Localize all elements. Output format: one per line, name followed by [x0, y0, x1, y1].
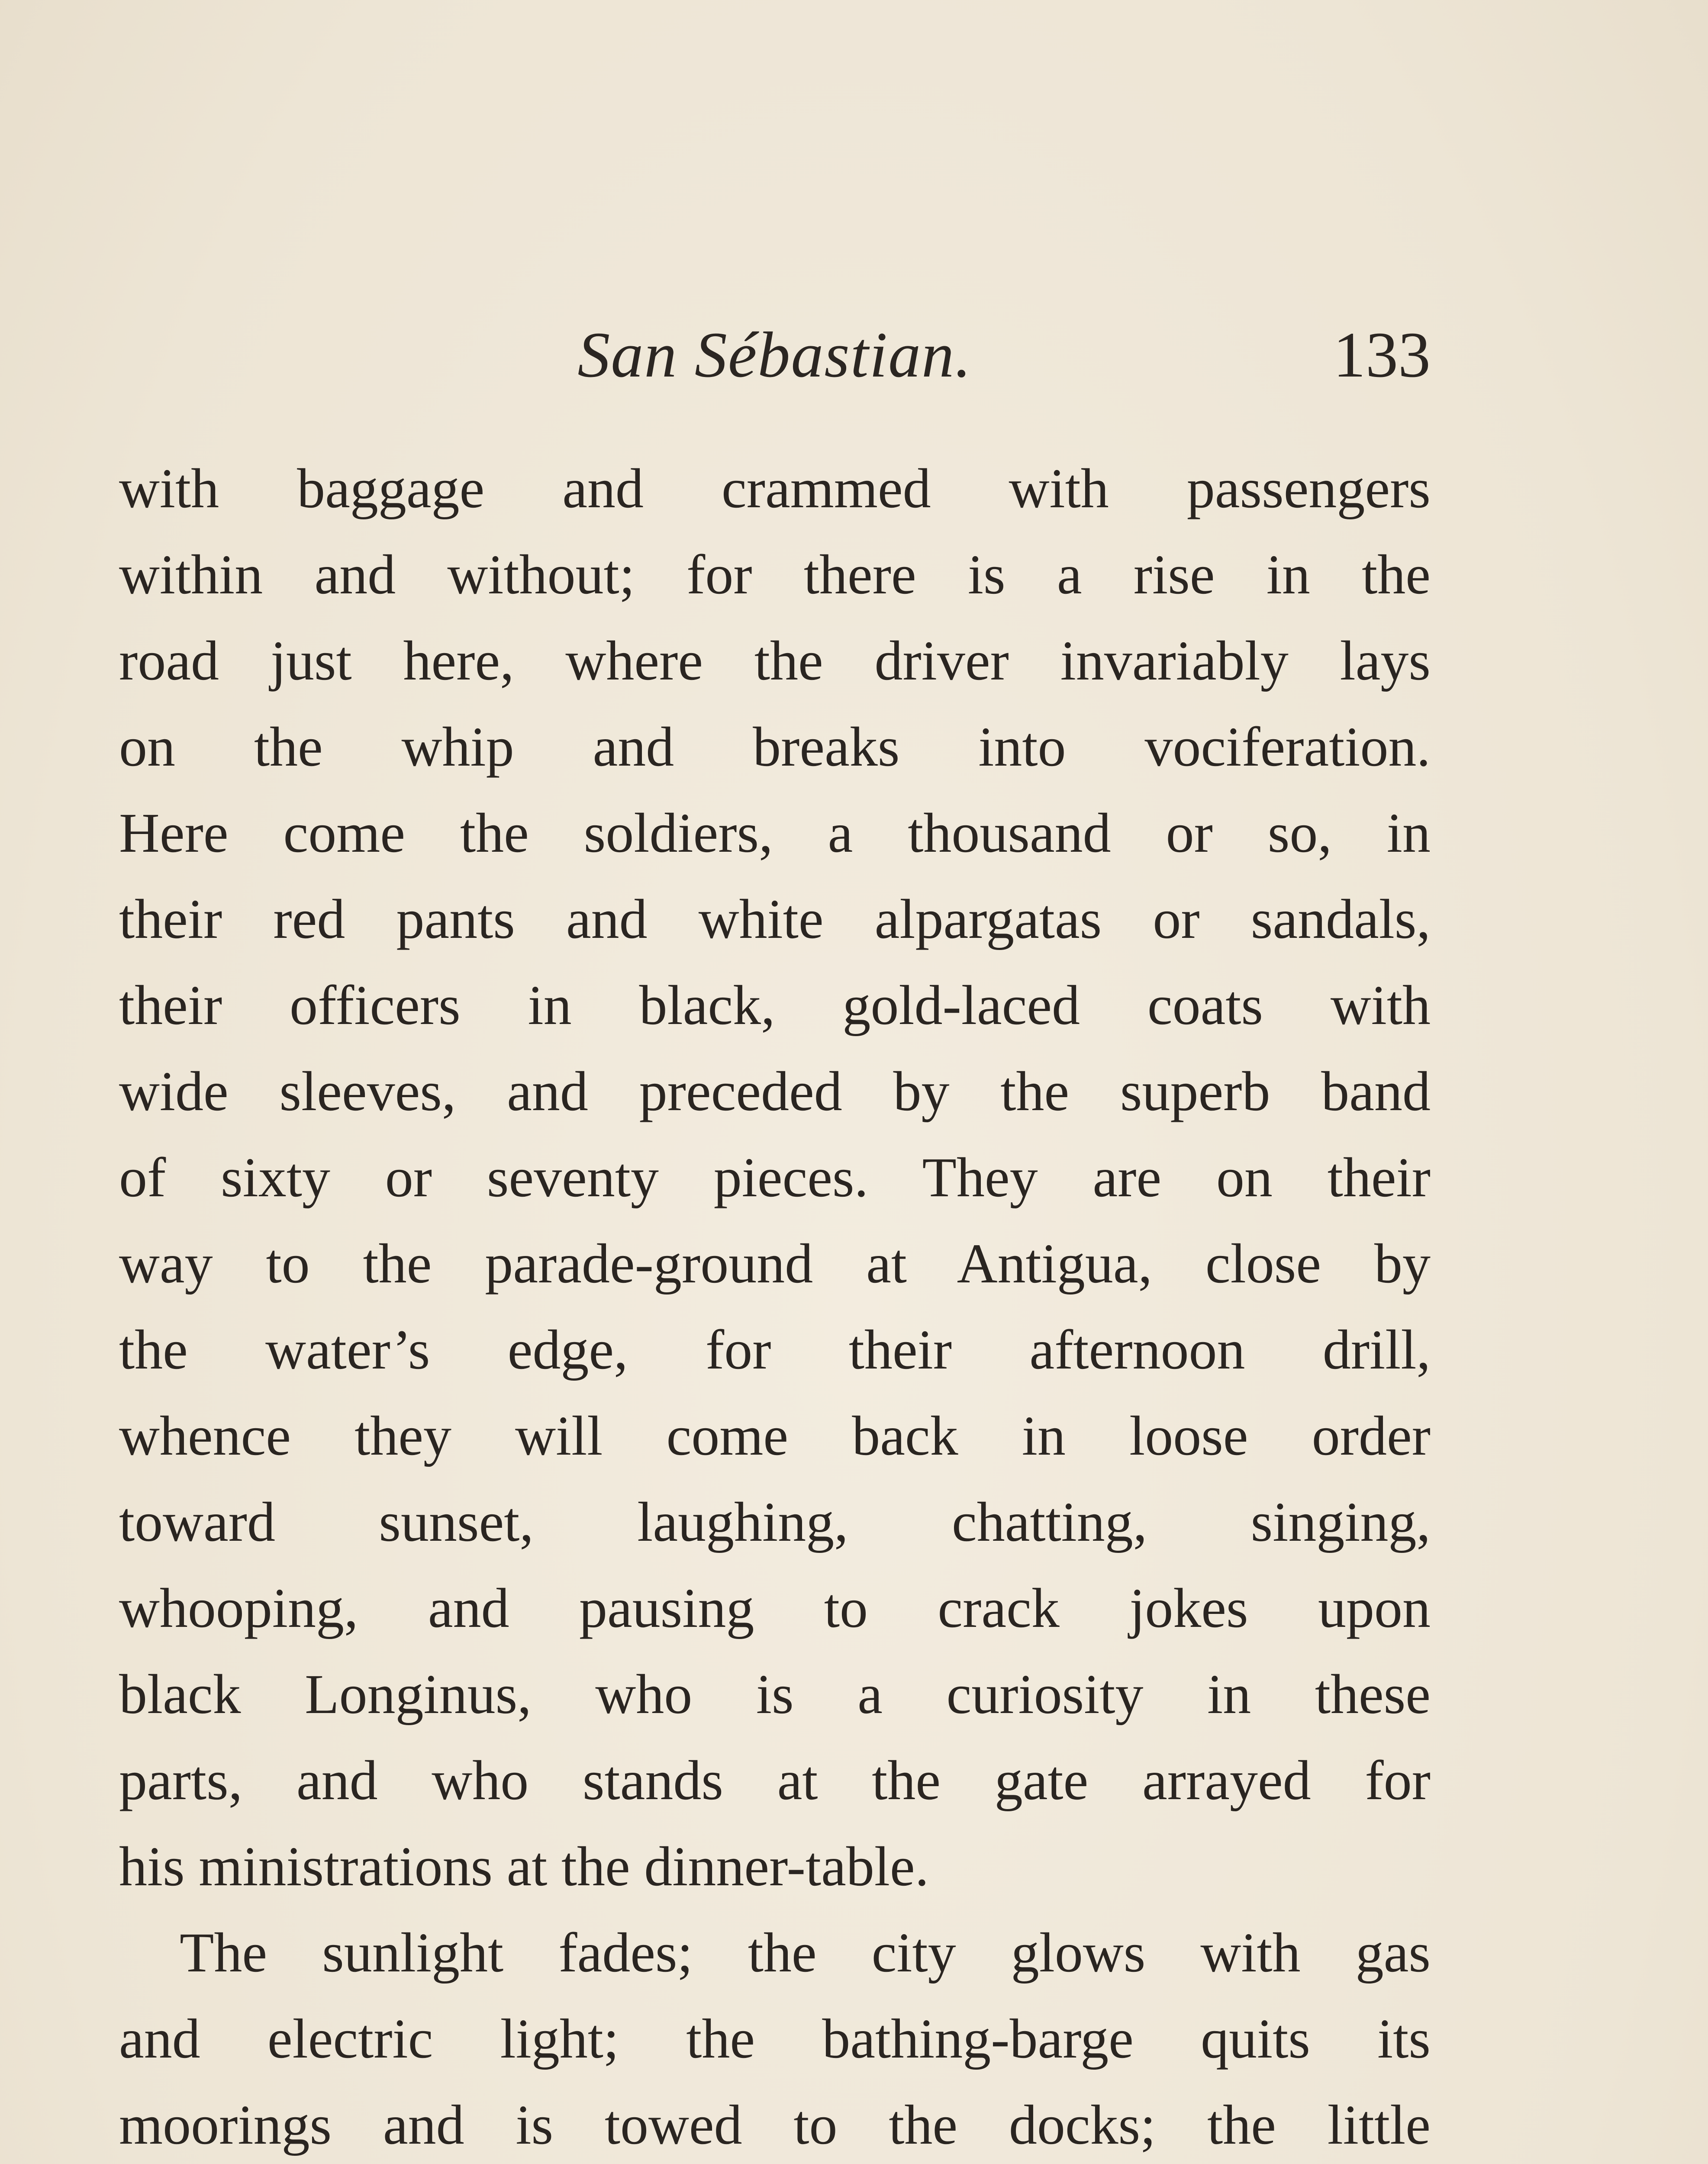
text-line: with baggage and crammed with passengers	[119, 457, 1431, 520]
text-line: their red pants and white alpargatas or sandals,	[119, 888, 1431, 950]
running-title: San Sébastian.	[577, 319, 972, 391]
body-text	[119, 446, 1431, 2164]
text-line: moorings and is towed to the docks; the little	[119, 2094, 1431, 2156]
text-line: black Longinus, who is a curiosity in these	[119, 1663, 1431, 1726]
text-line: Here come the soldiers, a thousand or so, in	[119, 802, 1431, 864]
text-line: parts, and who stands at the gate arrayed for	[119, 1749, 1431, 1812]
text-line: and electric light; the bathing-barge quits its	[119, 2008, 1431, 2070]
paragraph-end-line: his ministrations at the dinner-table.	[119, 1836, 929, 1898]
text-line: road just here, where the driver invariably lays	[119, 630, 1431, 692]
text-line: whence they will come back in loose order	[119, 1405, 1431, 1467]
text-line: wide sleeves, and preceded by the superb band	[119, 1060, 1431, 1123]
text-line: within and without; for there is a rise in the	[119, 544, 1431, 606]
text-line: toward sunset, laughing, chatting, singing,	[119, 1491, 1431, 1553]
paragraph-start-line: The sunlight fades; the city glows with gas	[180, 1922, 1431, 1984]
text-line: on the whip and breaks into vociferation.	[119, 716, 1431, 778]
text-line: of sixty or seventy pieces. They are on their	[119, 1146, 1431, 1209]
text-line: whooping, and pausing to crack jokes upon	[119, 1577, 1431, 1639]
text-line: way to the parade-ground at Antigua, close by	[119, 1233, 1431, 1295]
running-head	[119, 312, 1431, 398]
page-number: 133	[1333, 319, 1431, 391]
text-line: their officers in black, gold-laced coats with	[119, 974, 1431, 1037]
text-line: the water’s edge, for their afternoon drill,	[119, 1319, 1431, 1381]
